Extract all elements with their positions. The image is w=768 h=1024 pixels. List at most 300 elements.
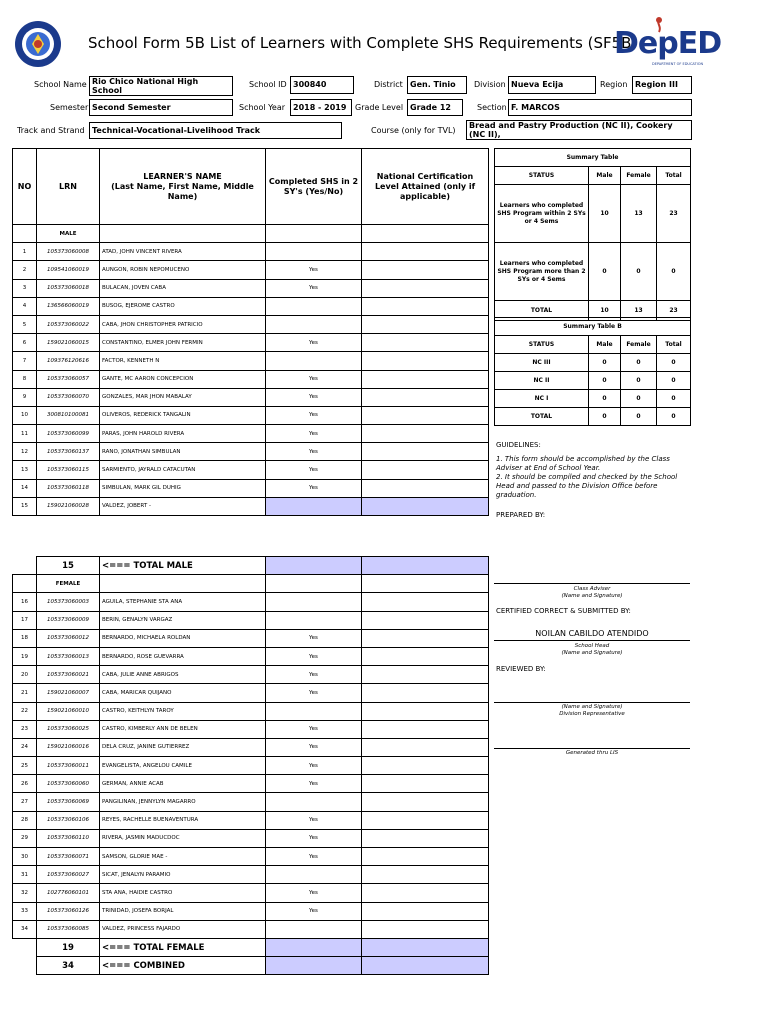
- learner-lrn: 105373060110: [37, 829, 100, 847]
- learner-no: 2: [13, 261, 37, 279]
- learner-completed: Yes: [266, 334, 362, 352]
- learner-completed: Yes: [266, 479, 362, 497]
- learner-lrn: 105373060099: [37, 425, 100, 443]
- learner-lrn: 105373060003: [37, 593, 100, 611]
- learner-completed: Yes: [266, 425, 362, 443]
- guideline-1: 1. This form should be accomplished by the Class Adviser at End of School Year.: [496, 455, 670, 472]
- learner-name: DELA CRUZ, JANINE GUTIERREZ: [100, 738, 266, 756]
- name-signature-1: (Name and Signature): [561, 593, 623, 599]
- learner-no: 6: [13, 334, 37, 352]
- learner-no: 7: [13, 352, 37, 370]
- summary-b-status-2: NC II: [495, 372, 589, 390]
- grade-level-field: Grade 12: [407, 99, 463, 116]
- summary-female-3: 13: [621, 301, 657, 321]
- summary-b-total-3: 0: [657, 390, 691, 408]
- learner-no: 17: [13, 611, 37, 629]
- learner-row: [13, 593, 489, 611]
- semester-field: Second Semester: [89, 99, 233, 116]
- summary-table-b: [494, 317, 691, 426]
- deped-wordmark: DepED: [614, 26, 722, 61]
- learner-no: 27: [13, 793, 37, 811]
- learner-completed: [266, 352, 362, 370]
- learner-row: [13, 775, 489, 793]
- learners-table: [12, 148, 489, 516]
- learner-completed: [266, 297, 362, 315]
- division-rep-label: Division Representative: [559, 711, 625, 717]
- learner-name: GERMAN, ANNIE ACAB: [100, 775, 266, 793]
- learner-no: 28: [13, 811, 37, 829]
- learner-name: CONSTANTINO, ELMER JOHN FERMIN: [100, 334, 266, 352]
- learner-name: AGUILA, STEPHANIE STA ANA: [100, 593, 266, 611]
- learner-lrn: 105373060018: [37, 279, 100, 297]
- learner-completed: Yes: [266, 461, 362, 479]
- total-female-label: <=== TOTAL FEMALE: [100, 938, 266, 956]
- learner-name: BERNARDO, MICHAELA ROLDAN: [100, 629, 266, 647]
- learner-completed: [266, 243, 362, 261]
- learner-name: PANGILINAN, JENNYLYN MAGARRO: [100, 793, 266, 811]
- learner-name: GONZALES, MAR JHON MABALAY: [100, 388, 266, 406]
- learner-no: 13: [13, 461, 37, 479]
- deped-subtitle: DEPARTMENT OF EDUCATION: [652, 62, 704, 66]
- learner-lrn: 105373060021: [37, 666, 100, 684]
- summary-title: Summary Table: [495, 149, 691, 167]
- learner-nc-level: [362, 829, 489, 847]
- learner-completed: Yes: [266, 884, 362, 902]
- total-male-label: <=== TOTAL MALE: [100, 557, 266, 575]
- learner-lrn: 105373060012: [37, 629, 100, 647]
- learner-lrn: 105373060115: [37, 461, 100, 479]
- summary-b-col-female: Female: [621, 336, 657, 354]
- summary-status-1: Learners who completed SHS Program within 2 SYs or 4 Sems: [495, 185, 589, 243]
- learner-row: [13, 261, 489, 279]
- learner-lrn: 105373060022: [37, 315, 100, 333]
- learner-lrn: 105373060070: [37, 388, 100, 406]
- learner-row: [13, 866, 489, 884]
- learner-no: 25: [13, 757, 37, 775]
- learner-no: 15: [13, 497, 37, 515]
- learner-completed: [266, 611, 362, 629]
- learner-nc-level: [362, 757, 489, 775]
- learner-nc-level: [362, 629, 489, 647]
- class-adviser-label: Class Adviser: [573, 586, 611, 592]
- class-adviser-signature-line: [494, 583, 690, 584]
- school-year-field: 2018 - 2019: [290, 99, 352, 116]
- learner-nc-level: [362, 370, 489, 388]
- learners-table-female: [12, 556, 489, 975]
- learner-no: 26: [13, 775, 37, 793]
- learner-no: 33: [13, 902, 37, 920]
- course-label: Course (only for TVL): [371, 126, 456, 135]
- division-rep-signature-line: [494, 702, 690, 703]
- learner-completed: [266, 920, 362, 938]
- division-label: Division: [474, 80, 506, 89]
- learner-nc-level: [362, 593, 489, 611]
- summary-col-status: STATUS: [495, 167, 589, 185]
- summary-b-status-3: NC I: [495, 390, 589, 408]
- learner-completed: Yes: [266, 388, 362, 406]
- learner-no: 24: [13, 738, 37, 756]
- learner-row: [13, 920, 489, 938]
- summary-b-female-1: 0: [621, 354, 657, 372]
- learner-lrn: 105373060025: [37, 720, 100, 738]
- grade-level-label: Grade Level: [355, 103, 404, 112]
- summary-b-col-total: Total: [657, 336, 691, 354]
- learner-lrn: 105373060126: [37, 902, 100, 920]
- summary-b-col-status: STATUS: [495, 336, 589, 354]
- summary-b-col-male: Male: [589, 336, 621, 354]
- learner-nc-level: [362, 261, 489, 279]
- learner-lrn: 105373060008: [37, 243, 100, 261]
- summary-col-male: Male: [589, 167, 621, 185]
- learner-nc-level: [362, 666, 489, 684]
- learner-nc-level: [362, 443, 489, 461]
- summary-status-2: Learners who completed SHS Program more than 2 SYs or 4 Sems: [495, 243, 589, 301]
- learner-lrn: 159021060007: [37, 684, 100, 702]
- district-label: District: [374, 80, 403, 89]
- learner-name: GANTE, MC AARON CONCEPCION: [100, 370, 266, 388]
- region-field: Region III: [632, 76, 692, 94]
- school-year-label: School Year: [239, 103, 286, 112]
- learner-nc-level: [362, 425, 489, 443]
- learner-name: CASTRO, KIMBERLY ANN DE BELEN: [100, 720, 266, 738]
- prepared-by-label: PREPARED BY:: [496, 511, 546, 519]
- learner-row: [13, 479, 489, 497]
- summary-table: [494, 148, 691, 321]
- guidelines-heading: GUIDELINES:: [496, 441, 541, 449]
- learner-no: 14: [13, 479, 37, 497]
- summary-b-status-4: TOTAL: [495, 408, 589, 426]
- reviewed-by-label: REVIEWED BY:: [496, 665, 546, 673]
- deped-seal-logo: [14, 20, 62, 68]
- summary-total-1: 23: [657, 185, 691, 243]
- learner-name: RANO, JONATHAN SIMBULAN: [100, 443, 266, 461]
- learner-completed: [266, 793, 362, 811]
- summary-b-male-3: 0: [589, 390, 621, 408]
- total-male-count: 15: [37, 557, 100, 575]
- guideline-2: 2. It should be compiled and checked by the School Head and passed to the Division Office before graduation.: [496, 473, 678, 499]
- learner-completed: Yes: [266, 261, 362, 279]
- summary-status-3: TOTAL: [495, 301, 589, 321]
- learner-lrn: 159021060028: [37, 497, 100, 515]
- track-field: Technical-Vocational-Livelihood Track: [89, 122, 342, 139]
- summary-b-status-1: NC III: [495, 354, 589, 372]
- learner-row: [13, 884, 489, 902]
- learner-lrn: 105373060071: [37, 848, 100, 866]
- learner-nc-level: [362, 775, 489, 793]
- learner-nc-level: [362, 738, 489, 756]
- summary-male-3: 10: [589, 301, 621, 321]
- district-field: Gen. Tinio: [407, 76, 467, 94]
- learner-row: [13, 497, 489, 515]
- learner-no: 11: [13, 425, 37, 443]
- learner-completed: [266, 497, 362, 515]
- learner-no: 1: [13, 243, 37, 261]
- school-name-label: School Name: [34, 80, 87, 89]
- name-signature-3: (Name and Signature): [561, 704, 623, 710]
- section-field: F. MARCOS: [508, 99, 692, 116]
- learner-name: SAMSON, GLORIE MAE -: [100, 848, 266, 866]
- learner-completed: Yes: [266, 720, 362, 738]
- learner-name: VALDEZ, JOBERT -: [100, 497, 266, 515]
- learner-nc-level: [362, 611, 489, 629]
- page-title: School Form 5B List of Learners with Complete SHS Requirements (SF5B-: [88, 34, 637, 52]
- learner-completed: [266, 702, 362, 720]
- learner-lrn: 159021060015: [37, 334, 100, 352]
- division-field: Nueva Ecija: [508, 76, 596, 94]
- learner-no: 4: [13, 297, 37, 315]
- generated-label: Generated thru LIS: [565, 750, 619, 756]
- learner-lrn: 300810100081: [37, 406, 100, 424]
- learner-no: 20: [13, 666, 37, 684]
- learner-completed: Yes: [266, 647, 362, 665]
- learner-nc-level: [362, 334, 489, 352]
- learner-completed: Yes: [266, 666, 362, 684]
- learner-row: [13, 720, 489, 738]
- learner-name: ATAD, JOHN VINCENT RIVERA: [100, 243, 266, 261]
- learner-row: [13, 738, 489, 756]
- learner-row: [13, 315, 489, 333]
- learner-no: 19: [13, 647, 37, 665]
- learner-row: [13, 425, 489, 443]
- learner-no: 34: [13, 920, 37, 938]
- summary-b-female-4: 0: [621, 408, 657, 426]
- learner-lrn: 105373060085: [37, 920, 100, 938]
- learner-nc-level: [362, 811, 489, 829]
- learner-no: 30: [13, 848, 37, 866]
- school-id-field: 300840: [290, 76, 354, 94]
- learner-row: [13, 279, 489, 297]
- summary-total-2: 0: [657, 243, 691, 301]
- learner-nc-level: [362, 388, 489, 406]
- section-label: Section: [477, 103, 507, 112]
- learner-name: STA ANA, HAIDIE CASTRO: [100, 884, 266, 902]
- learner-lrn: 105373060027: [37, 866, 100, 884]
- learner-name: CABA, MARICAR QUIJANO: [100, 684, 266, 702]
- total-male-row: [13, 557, 489, 575]
- learner-lrn: 105373060060: [37, 775, 100, 793]
- learner-row: [13, 406, 489, 424]
- learner-row: [13, 811, 489, 829]
- learner-row: [13, 388, 489, 406]
- learner-completed: Yes: [266, 829, 362, 847]
- learner-lrn: 105373060106: [37, 811, 100, 829]
- learner-name: CASTRO, KEITHLYN TAROY: [100, 702, 266, 720]
- summary-b-total-4: 0: [657, 408, 691, 426]
- learner-row: [13, 297, 489, 315]
- learner-row: [13, 461, 489, 479]
- school-head-signature-line: [494, 640, 690, 641]
- learner-name: FACTOR, KENNETH N: [100, 352, 266, 370]
- learner-nc-level: [362, 920, 489, 938]
- learner-completed: Yes: [266, 738, 362, 756]
- learner-completed: Yes: [266, 629, 362, 647]
- learner-nc-level: [362, 793, 489, 811]
- summary-b-total-1: 0: [657, 354, 691, 372]
- learner-completed: Yes: [266, 902, 362, 920]
- col-header-nc: National Certification Level Attained (only if applicable): [362, 149, 489, 225]
- learner-no: 10: [13, 406, 37, 424]
- male-section-label: MALE: [37, 225, 100, 243]
- summary-b-male-1: 0: [589, 354, 621, 372]
- school-name-field: Rio Chico National High School: [89, 76, 233, 96]
- learner-completed: Yes: [266, 811, 362, 829]
- learner-nc-level: [362, 720, 489, 738]
- learner-name: BERNARDO, ROSE GUEVARRA: [100, 647, 266, 665]
- summary-col-total: Total: [657, 167, 691, 185]
- learner-name: REYES, RACHELLE BUENAVENTURA: [100, 811, 266, 829]
- learner-completed: Yes: [266, 684, 362, 702]
- learner-name: BULACAN, JOVEN CABA: [100, 279, 266, 297]
- learner-no: 3: [13, 279, 37, 297]
- learner-completed: Yes: [266, 406, 362, 424]
- learner-lrn: 105373060009: [37, 611, 100, 629]
- name-signature-2: (Name and Signature): [561, 650, 623, 656]
- learner-completed: [266, 593, 362, 611]
- summary-male-2: 0: [589, 243, 621, 301]
- learner-nc-level: [362, 702, 489, 720]
- learner-no: 16: [13, 593, 37, 611]
- learner-no: 29: [13, 829, 37, 847]
- learner-lrn: 105373060013: [37, 647, 100, 665]
- learner-row: [13, 757, 489, 775]
- learner-name: SARMIENTO, JAYRALD CATACUTAN: [100, 461, 266, 479]
- learner-name: BUSOG, EJEROME CASTRO: [100, 297, 266, 315]
- learner-row: [13, 702, 489, 720]
- learner-no: 23: [13, 720, 37, 738]
- learner-name: AUNGON, ROBIN NEPOMUCENO: [100, 261, 266, 279]
- learner-name: PARAS, JOHN HAROLD RIVERA: [100, 425, 266, 443]
- learner-nc-level: [362, 352, 489, 370]
- learner-no: 18: [13, 629, 37, 647]
- learner-no: 32: [13, 884, 37, 902]
- learner-nc-level: [362, 848, 489, 866]
- learner-row: [13, 243, 489, 261]
- col-header-no: NO: [13, 149, 37, 225]
- col-header-completed: Completed SHS in 2 SY's (Yes/No): [266, 149, 362, 225]
- learner-name: EVANGELISTA, ANGELOU CAMILE: [100, 757, 266, 775]
- learner-no: 12: [13, 443, 37, 461]
- learner-name: CABA, JULIE ANNE ABRIGOS: [100, 666, 266, 684]
- learner-completed: Yes: [266, 757, 362, 775]
- learner-row: [13, 352, 489, 370]
- learner-nc-level: [362, 297, 489, 315]
- learner-lrn: 105373060137: [37, 443, 100, 461]
- total-female-count: 19: [37, 938, 100, 956]
- learner-nc-level: [362, 866, 489, 884]
- learner-no: 5: [13, 315, 37, 333]
- course-field: Bread and Pastry Production (NC II), Cookery (NC II),: [466, 120, 692, 140]
- learner-row: [13, 848, 489, 866]
- summary-b-male-4: 0: [589, 408, 621, 426]
- summary-b-female-2: 0: [621, 372, 657, 390]
- col-header-lrn: LRN: [37, 149, 100, 225]
- male-rows: [13, 243, 489, 516]
- region-label: Region: [600, 80, 628, 89]
- learner-name: SICAT, JENALYN PARAMIO: [100, 866, 266, 884]
- learner-completed: Yes: [266, 443, 362, 461]
- learner-completed: [266, 866, 362, 884]
- school-id-label: School ID: [249, 80, 287, 89]
- learner-completed: Yes: [266, 370, 362, 388]
- total-female-row: [13, 938, 489, 956]
- learner-row: [13, 666, 489, 684]
- summary-b-female-3: 0: [621, 390, 657, 408]
- learner-nc-level: [362, 884, 489, 902]
- learner-nc-level: [362, 406, 489, 424]
- learner-lrn: 109376120616: [37, 352, 100, 370]
- generated-line: [494, 748, 690, 749]
- summary-b-title: Summary Table B: [495, 318, 691, 336]
- learner-lrn: 105373060118: [37, 479, 100, 497]
- learner-lrn: 159021060010: [37, 702, 100, 720]
- learner-row: [13, 902, 489, 920]
- learner-name: SIMBULAN, MARK GIL DUHIG: [100, 479, 266, 497]
- learner-nc-level: [362, 684, 489, 702]
- summary-b-male-2: 0: [589, 372, 621, 390]
- learner-row: [13, 334, 489, 352]
- learner-nc-level: [362, 497, 489, 515]
- learner-lrn: 105373060069: [37, 793, 100, 811]
- learner-lrn: 105373060057: [37, 370, 100, 388]
- learner-name: VALDEZ, PRINCESS FAJARDO: [100, 920, 266, 938]
- learner-nc-level: [362, 461, 489, 479]
- learner-lrn: 105373060011: [37, 757, 100, 775]
- learner-completed: Yes: [266, 848, 362, 866]
- learner-row: [13, 793, 489, 811]
- school-head-name: NOILAN CABILDO ATENDIDO: [535, 629, 649, 638]
- col-header-name: LEARNER'S NAME (Last Name, First Name, Middle Name): [100, 149, 266, 225]
- semester-label: Semester: [50, 103, 89, 112]
- learner-nc-level: [362, 647, 489, 665]
- learner-no: 8: [13, 370, 37, 388]
- combined-label: <=== COMBINED: [100, 957, 266, 975]
- learner-name: RIVERA, JASMIN MADUCDOC: [100, 829, 266, 847]
- combined-row: [13, 957, 489, 975]
- learner-lrn: 159021060016: [37, 738, 100, 756]
- summary-col-female: Female: [621, 167, 657, 185]
- learner-lrn: 136566060019: [37, 297, 100, 315]
- learner-name: OLIVEROS, REDERICK TANGALIN: [100, 406, 266, 424]
- learner-name: TRINIDAD, JOSEFA BORJAL: [100, 902, 266, 920]
- learner-lrn: 102776060101: [37, 884, 100, 902]
- learner-completed: Yes: [266, 775, 362, 793]
- learner-no: 22: [13, 702, 37, 720]
- deped-logo: [612, 16, 722, 72]
- summary-b-total-2: 0: [657, 372, 691, 390]
- learner-row: [13, 370, 489, 388]
- female-section-label: FEMALE: [37, 575, 100, 593]
- female-rows: [13, 593, 489, 939]
- learner-name: CABA, JHON CHRISTOPHER PATRICIO: [100, 315, 266, 333]
- summary-total-3: 23: [657, 301, 691, 321]
- learner-nc-level: [362, 902, 489, 920]
- summary-male-1: 10: [589, 185, 621, 243]
- learner-row: [13, 684, 489, 702]
- summary-female-2: 0: [621, 243, 657, 301]
- school-head-label: School Head: [574, 643, 610, 649]
- learner-nc-level: [362, 279, 489, 297]
- learner-name: BERIN, GENALYN VARGAZ: [100, 611, 266, 629]
- track-label: Track and Strand: [17, 126, 85, 135]
- learner-nc-level: [362, 243, 489, 261]
- summary-female-1: 13: [621, 185, 657, 243]
- learner-no: 21: [13, 684, 37, 702]
- learner-completed: [266, 315, 362, 333]
- learner-no: 9: [13, 388, 37, 406]
- learner-no: 31: [13, 866, 37, 884]
- learner-nc-level: [362, 315, 489, 333]
- learner-row: [13, 629, 489, 647]
